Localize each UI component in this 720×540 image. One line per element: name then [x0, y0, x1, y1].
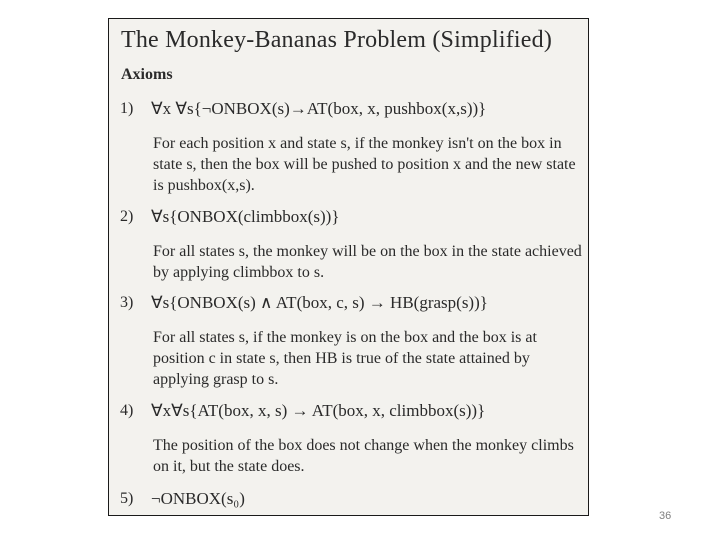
axiom-1-formula: ∀x ∀s{¬ONBOX(s)→AT(box, x, pushbox(x,s))}: [151, 99, 487, 118]
axiom-2-formula: ∀s{ONBOX(climbbox(s))}: [151, 207, 340, 226]
scanned-page: [108, 18, 589, 516]
axiom-2-number: 2): [120, 208, 134, 225]
axiom-5-formula: ¬ONBOX(s₀): [151, 489, 245, 508]
axiom-1-number: 1): [120, 100, 134, 117]
page-title: The Monkey-Bananas Problem (Simplified): [121, 27, 553, 53]
axiom-4-description: The position of the box does not change when the monkey climbs on it, but the state does.: [153, 437, 574, 475]
axiom-3-number: 3): [120, 294, 134, 311]
axiom-1-description: For each position x and state s, if the monkey isn't on the box in state s, then the box will be pushed to position x and the new state is pushbox(x,s).: [153, 135, 576, 194]
axiom-4-number: 4): [120, 402, 134, 419]
axioms-heading: Axioms: [121, 66, 173, 83]
axiom-5-number: 5): [120, 490, 134, 507]
axiom-4-formula: ∀x∀s{AT(box, x, s) → AT(box, x, climbbox(s))}: [151, 401, 486, 420]
axiom-2-description: For all states s, the monkey will be on the box in the state achieved by applying climbbox to s.: [153, 243, 582, 281]
slide-page-number: 36: [659, 510, 672, 522]
axiom-3-description: For all states s, if the monkey is on the box and the box is at position c in state s, then HB is true of the state attained by applying grasp to s.: [153, 329, 537, 388]
axiom-3-formula: ∀s{ONBOX(s) ∧ AT(box, c, s) → HB(grasp(s))}: [151, 293, 488, 312]
